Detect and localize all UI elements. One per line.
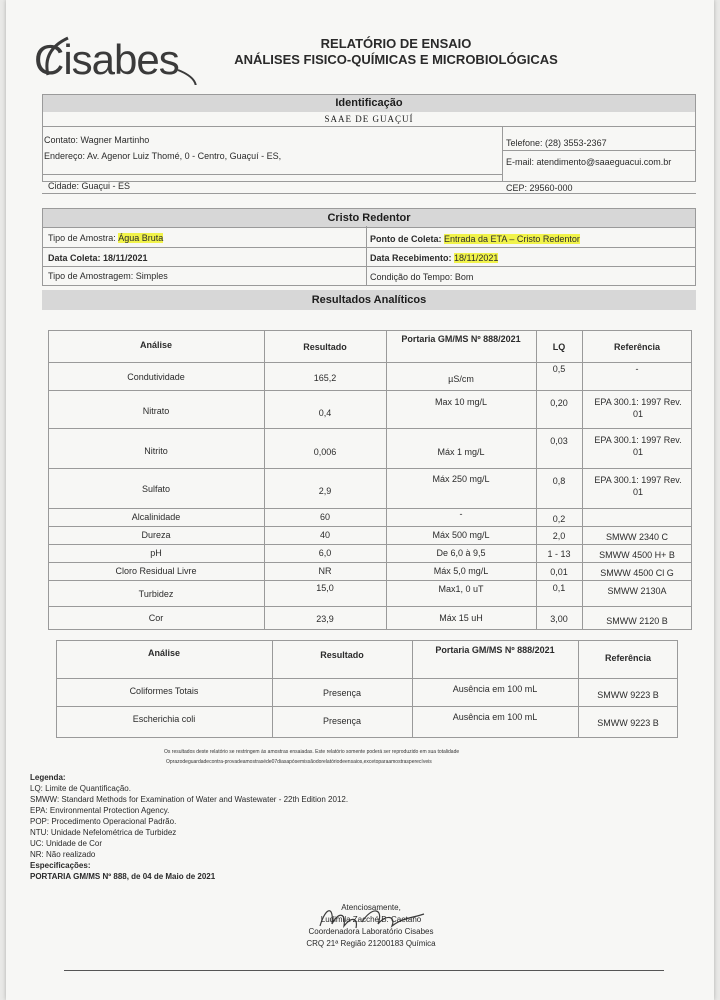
footer-divider xyxy=(64,970,664,971)
micro-header-analysis: Análise xyxy=(147,648,180,658)
signature-crq: CRQ 21ª Região 21200183 Química xyxy=(306,939,436,948)
micro-row-result: Presença xyxy=(322,716,362,726)
receive-date-value: 18/11/2021 xyxy=(454,253,499,263)
table-row-lq: 0,2 xyxy=(552,514,566,524)
cep-field: CEP: 29560-000 xyxy=(506,183,573,193)
receive-date xyxy=(370,253,498,263)
table-row-ref: SMWW 4500 Cl G xyxy=(600,568,674,578)
legend-lq: LQ: Limite de Quantificação. xyxy=(30,784,131,793)
micro-header-reference: Referência xyxy=(604,653,652,663)
table-row-lq: 0,03 xyxy=(550,436,568,446)
table-row-ref: SMWW 4500 H+ B xyxy=(599,550,675,560)
table-row-result: 40 xyxy=(319,530,330,540)
table-row-analysis: Nitrato xyxy=(142,406,170,416)
legend-pop: POP: Procedimento Operacional Padrão. xyxy=(30,817,177,826)
table-row-lq: 0,20 xyxy=(550,398,568,408)
signature-name: Ludimila Zacché B. Caetano xyxy=(320,915,422,924)
table-row-analysis: Cor xyxy=(148,613,164,623)
table-row-limit: Máx 5,0 mg/L xyxy=(433,566,489,576)
sample-type-value: Água Bruta xyxy=(118,233,164,243)
table-row-limit: Max 10 mg/L xyxy=(434,397,488,407)
weather-condition: Condição do Tempo: Bom xyxy=(370,272,474,282)
disclaimer-line1: Os resultados deste relatório se restringem às amostras ensaiadas. Este relatório somente poderá ser reproduzido em sua totalidade xyxy=(164,749,460,755)
collection-point-value: Entrada da ETA – Cristo Redentor xyxy=(444,234,580,244)
report-page xyxy=(6,0,714,1000)
table-row-limit: Máx 15 uH xyxy=(439,613,483,623)
table-row-limit: Max1, 0 uT xyxy=(438,584,484,594)
table-row-ref: EPA 300.1: 1997 Rev. 01 xyxy=(594,435,682,457)
legend-nr: NR: Não realizado xyxy=(30,850,96,859)
micro-row-analysis: Escherichia coli xyxy=(132,714,196,724)
table-row-result: 0,4 xyxy=(318,408,332,418)
physchem-header-reference: Referência xyxy=(613,342,661,352)
sample-header: Cristo Redentor xyxy=(43,209,695,228)
receive-date-label: Data Recebimento: xyxy=(370,253,452,263)
table-row-analysis: Cloro Residual Livre xyxy=(115,566,197,576)
micro-header-result: Resultado xyxy=(320,650,364,660)
micro-header-portaria: Portaria GM/MS Nº 888/2021 xyxy=(435,645,555,655)
table-row-analysis: Turbidez xyxy=(138,589,174,599)
report-title-line1: RELATÓRIO DE ENSAIO xyxy=(320,36,472,51)
table-row-ref: SMWW 2340 C xyxy=(605,532,668,542)
table-row-result: 60 xyxy=(319,512,330,522)
table-row-analysis: Sulfato xyxy=(141,484,171,494)
table-row-lq: 0,5 xyxy=(552,364,566,374)
table-row-lq: 0,1 xyxy=(552,583,566,593)
report-title-line2: ANÁLISES FISICO-QUÍMICAS E MICROBIOLÓGICAS xyxy=(234,52,558,67)
table-row-result: 15,0 xyxy=(316,583,334,593)
table-row-limit: De 6,0 à 9,5 xyxy=(436,548,486,558)
table-row-result: NR xyxy=(318,566,332,576)
client-name: SAAE DE GUAÇUÍ xyxy=(43,112,695,127)
micro-row-limit: Ausência em 100 mL xyxy=(452,712,538,722)
table-row-limit: Máx 500 mg/L xyxy=(432,530,490,540)
legend xyxy=(30,772,430,882)
table-row-lq: 0,8 xyxy=(552,476,566,486)
table-row-limit: µS/cm xyxy=(448,374,474,384)
table-row-analysis: Alcalinidade xyxy=(131,512,181,522)
table-row-ref: - xyxy=(635,364,639,374)
table-row-lq: 0,01 xyxy=(550,567,568,577)
signature-block xyxy=(266,902,476,950)
sampling-type: Tipo de Amostragem: Simples xyxy=(48,271,168,281)
table-row-result: 165,2 xyxy=(313,373,337,383)
table-row-analysis: Dureza xyxy=(141,530,171,540)
table-row-analysis: pH xyxy=(150,548,162,558)
legend-spec: Especificações: xyxy=(30,861,91,870)
micro-row-result: Presença xyxy=(322,688,362,698)
results-header: Resultados Analíticos xyxy=(42,290,696,310)
table-row-limit: - xyxy=(459,509,463,519)
micro-row-limit: Ausência em 100 mL xyxy=(452,684,538,694)
table-row-analysis: Condutividade xyxy=(127,372,185,382)
micro-row-ref: SMWW 9223 B xyxy=(597,690,659,700)
table-row-lq: 2,0 xyxy=(552,531,566,541)
table-row-ref: EPA 300.1: 1997 Rev. 01 xyxy=(594,397,682,419)
disclaimer-line2: Oprazodeguardadecontra-provadeamostraséde07diasapósemissãodorelatóriodeensaios,excetoparaamostrasperecíveis xyxy=(166,759,432,765)
physchem-header-analysis: Análise xyxy=(139,340,172,350)
legend-epa: EPA: Environmental Protection Agency. xyxy=(30,806,170,815)
table-row-lq: 3,00 xyxy=(550,614,568,624)
city-field: Cidade: Guaçui - ES xyxy=(48,181,131,191)
table-row-lq: 1 - 13 xyxy=(547,549,571,559)
physchem-header-portaria: Portaria GM/MS Nº 888/2021 xyxy=(401,334,521,344)
micro-row-analysis: Coliformes Totais xyxy=(129,686,199,696)
table-row-result: 6,0 xyxy=(318,548,332,558)
table-row-result: 23,9 xyxy=(316,614,334,624)
legend-smww: SMWW: Standard Methods for Examination of Water and Wastewater - 22th Edition 2012. xyxy=(30,795,349,804)
company-logo: Cisabes xyxy=(34,36,179,83)
table-row-analysis: Nitrito xyxy=(144,446,168,456)
table-row-ref: SMWW 2120 B xyxy=(606,616,668,626)
legend-portaria: PORTARIA GM/MS Nº 888, de 04 de Maio de 2021 xyxy=(30,872,216,881)
legend-ntu: NTU: Unidade Nefelométrica de Turbidez xyxy=(30,828,177,837)
address-field: Endereço: Av. Agenor Luiz Thomé, 0 - Centro, Guaçuí - ES, xyxy=(44,151,282,161)
collection-point-label: Ponto de Coleta: xyxy=(370,234,442,244)
table-row-result: 2,9 xyxy=(318,486,332,496)
sample-type-label: Tipo de Amostra: xyxy=(48,233,116,243)
signature-closing: Atenciosamente, xyxy=(341,903,401,912)
email-field: E-mail: atendimento@saaeguacui.com.br xyxy=(506,157,672,167)
signature-role: Coordenadora Laboratório Cisabes xyxy=(308,927,434,936)
table-row-ref: EPA 300.1: 1997 Rev. 01 xyxy=(594,475,682,497)
micro-row-ref: SMWW 9223 B xyxy=(597,718,659,728)
table-row-ref: SMWW 2130A xyxy=(607,586,667,596)
physchem-header-result: Resultado xyxy=(303,342,347,352)
phone-field: Telefone: (28) 3553-2367 xyxy=(506,138,607,148)
table-row-limit: Máx 250 mg/L xyxy=(432,474,490,484)
legend-title: Legenda: xyxy=(30,773,66,782)
sample-type xyxy=(48,233,163,243)
physchem-header-lq: LQ xyxy=(552,342,566,352)
collect-date: Data Coleta: 18/11/2021 xyxy=(48,253,148,263)
table-row-limit: Máx 1 mg/L xyxy=(437,447,485,457)
report-title xyxy=(216,36,576,68)
legend-uc: UC: Unidade de Cor xyxy=(30,839,103,848)
collection-point xyxy=(370,234,580,244)
contact-field: Contato: Wagner Martinho xyxy=(44,135,150,145)
table-row-result: 0,006 xyxy=(313,447,337,457)
identification-header: Identificação xyxy=(43,95,695,112)
